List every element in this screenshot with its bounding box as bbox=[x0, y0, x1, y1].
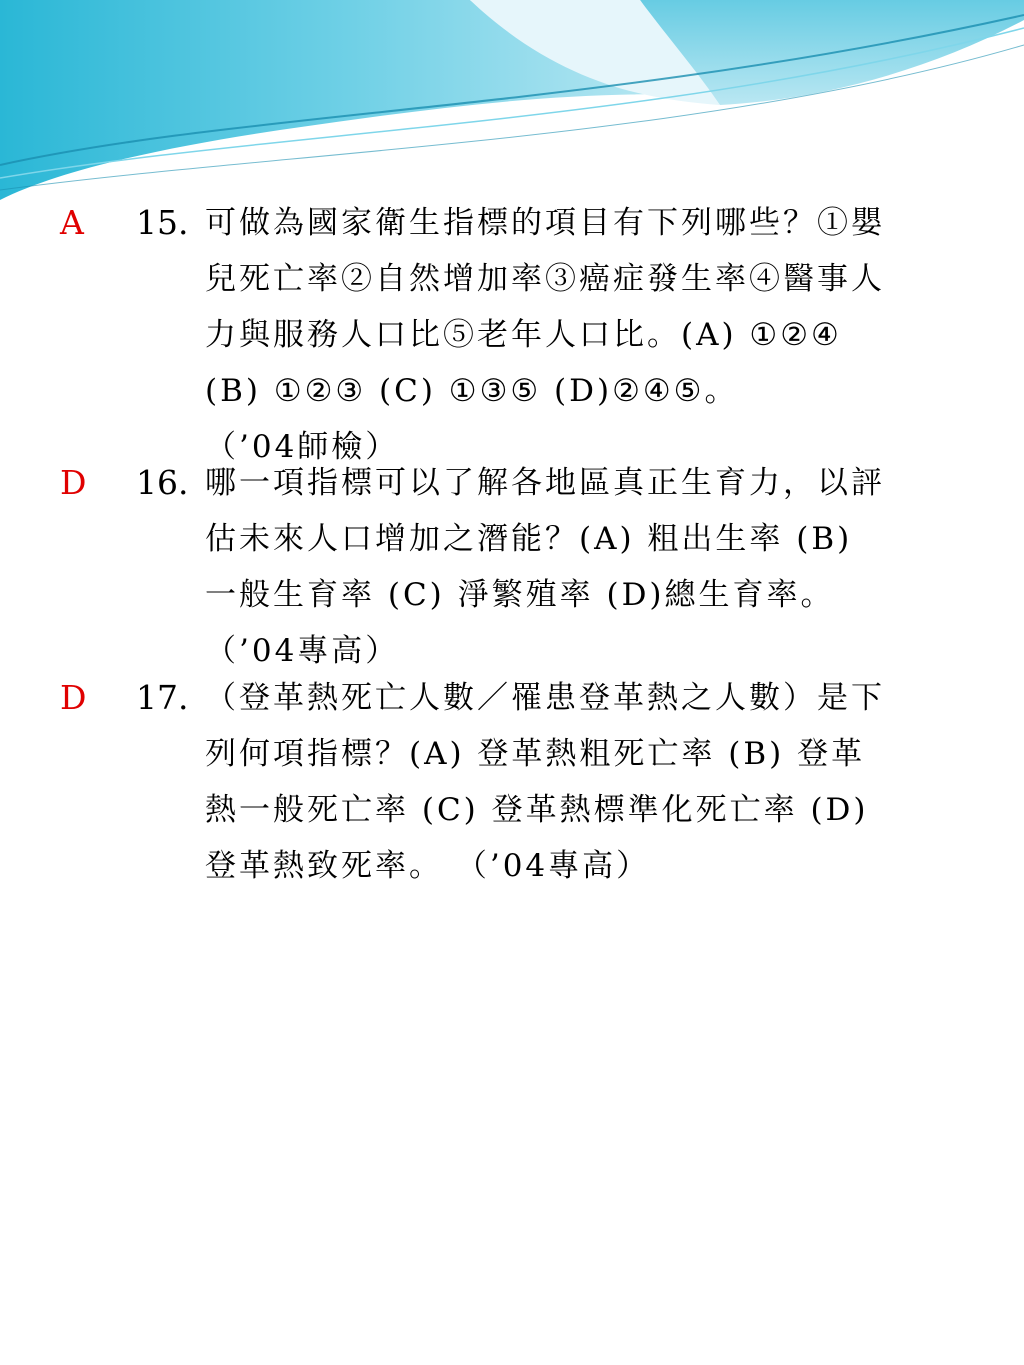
question-line: （登革熱死亡人數／罹患登革熱之人數）是下 bbox=[205, 680, 885, 716]
answer-label: A bbox=[60, 203, 84, 242]
question-line: （’04專高） bbox=[205, 633, 400, 669]
question-line: 兒死亡率②自然增加率③癌症發生率④醫事人 bbox=[205, 261, 885, 297]
question-number: 16. bbox=[136, 463, 189, 502]
question-text bbox=[205, 195, 985, 475]
question-line: 哪一項指標可以了解各地區真正生育力，以評 bbox=[205, 465, 885, 501]
question-line: 列何項指標？(A) 登革熱粗死亡率 (B) 登革 bbox=[205, 736, 866, 772]
question-line: 可做為國家衛生指標的項目有下列哪些？①嬰 bbox=[205, 205, 885, 241]
question-line: （’04師檢） bbox=[205, 429, 400, 465]
question-line: 估未來人口增加之潛能？(A) 粗出生率 (B) bbox=[205, 521, 853, 557]
question-text bbox=[205, 670, 985, 894]
answer-label: D bbox=[60, 463, 87, 502]
question-line: 登革熱致死率。 （’04專高） bbox=[205, 848, 651, 884]
question-line: 熱一般死亡率 (C) 登革熱標準化死亡率 (D) bbox=[205, 792, 869, 828]
question-number: 15. bbox=[136, 203, 189, 242]
header-wave-decoration bbox=[0, 0, 1024, 220]
answer-label: D bbox=[60, 678, 87, 717]
question-line: 力與服務人口比⑤老年人口比。(A) ①②④ bbox=[205, 317, 842, 353]
question-number: 17. bbox=[136, 678, 189, 717]
question-line: (B) ①②③ (C) ①③⑤ (D)②④⑤。 bbox=[205, 373, 739, 409]
question-text bbox=[205, 455, 985, 679]
question-line: 一般生育率 (C) 淨繁殖率 (D)總生育率。 bbox=[205, 577, 835, 613]
